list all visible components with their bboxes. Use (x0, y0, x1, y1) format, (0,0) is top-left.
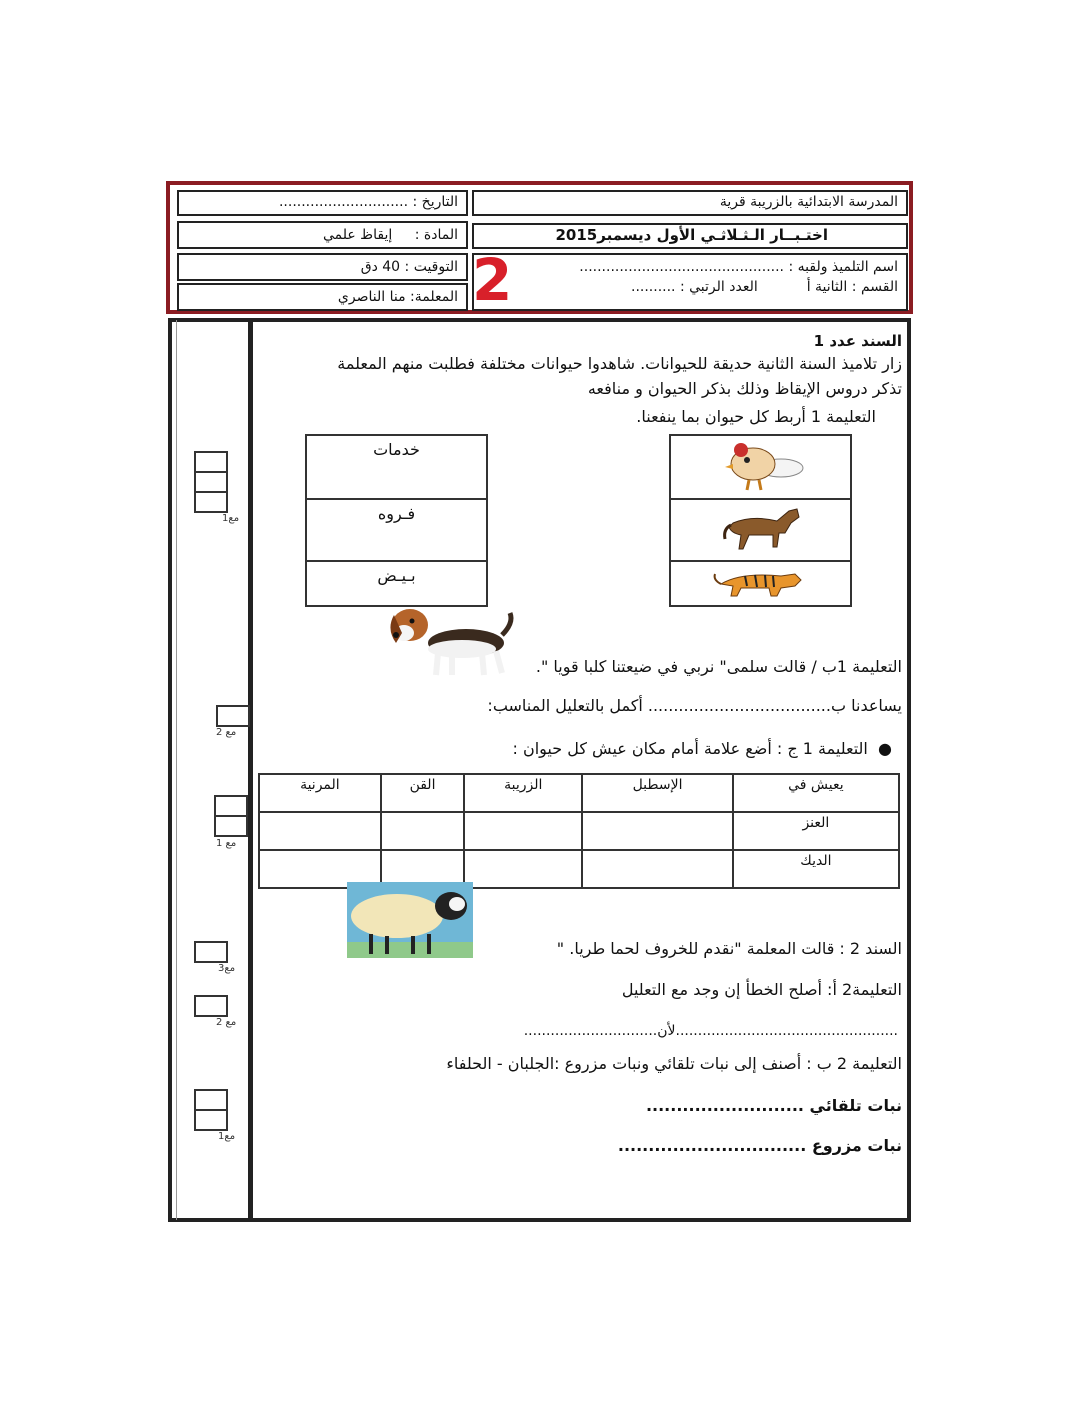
row-label-rooster: الديك (733, 850, 899, 888)
date-cell (177, 190, 468, 216)
table-header-coop: القن (381, 774, 464, 812)
table-header-other: المرنية (259, 774, 381, 812)
exam-title: اختـبــار الـثـلاثـي الأول ديسمبر2015 (472, 223, 908, 249)
bullet-icon: ● (867, 739, 892, 758)
table-header-lives-in: يعيش في (733, 774, 899, 812)
score-box[interactable] (194, 1089, 228, 1111)
teacher-label: المعلمة: (410, 289, 458, 305)
hen-icon (711, 440, 811, 496)
grown-plant-line[interactable]: نبات مزروع ............................... (617, 1136, 902, 1155)
margin-inner-line (176, 320, 177, 1220)
score-box[interactable] (194, 451, 228, 473)
section-label: القسم : (851, 279, 898, 295)
use-cell-services[interactable] (307, 436, 486, 500)
row-label-goat: العنز (733, 812, 899, 850)
exam-header (166, 181, 913, 314)
table-cell[interactable] (582, 812, 733, 850)
table-cell[interactable] (259, 812, 381, 850)
table-cell[interactable] (381, 812, 464, 850)
duration-value: 40 دق (360, 259, 401, 275)
score-box[interactable] (194, 941, 228, 963)
table-cell[interactable] (464, 812, 582, 850)
margin-divider (248, 320, 253, 1220)
sheep-icon (347, 882, 473, 958)
use-cell-eggs[interactable] (307, 562, 486, 605)
table-cell[interactable] (464, 850, 582, 888)
version-number: 2 (472, 246, 513, 314)
dog-icon (382, 603, 522, 679)
school-name: المدرسة الابتدائية بالزريبة قرية (472, 190, 908, 216)
task2a-answer-line[interactable]: ..................................................لأن.............................. (523, 1023, 898, 1039)
animal-cell-horse[interactable] (671, 500, 850, 562)
score-box[interactable] (216, 705, 250, 727)
score-label: مع 2 (216, 727, 237, 738)
wild-plant-line[interactable]: نبات تلقائي .......................... (645, 1096, 902, 1115)
subject-value: إيقاظ علمي (322, 227, 393, 243)
teacher-cell (177, 283, 468, 311)
task2a-instruction: التعليمة2 أ: أصلح الخطأ إن وجد مع التعليل (621, 980, 902, 999)
horse-icon (719, 503, 809, 559)
use-cell-fur[interactable] (307, 500, 486, 562)
score-box[interactable] (214, 815, 248, 837)
score-label: مع 2 (216, 1017, 237, 1028)
task1b-instruction: التعليمة 1ب / قالت سلمى" نربي في ضيعتنا كلبا قويا ". (535, 657, 902, 676)
doc2-title: السند 2 : قالت المعلمة "نقدم للخروف لحما طريا. " (556, 939, 902, 958)
student-info-cell (472, 246, 908, 314)
score-box[interactable] (214, 795, 248, 817)
score-box[interactable] (194, 995, 228, 1017)
teacher-value: منا الناصري (337, 289, 406, 305)
subject-label: المادة : (414, 227, 458, 243)
score-box[interactable] (194, 491, 228, 513)
score-box[interactable] (194, 1109, 228, 1131)
tiger-icon (711, 566, 811, 602)
animal-cell-hen[interactable] (671, 436, 850, 500)
use-label-services: خدمات (373, 440, 420, 459)
score-label: مع1 (218, 1131, 236, 1142)
table-header-stable: الإسطبل (582, 774, 733, 812)
task2b-instruction: التعليمة 2 ب : أصنف إلى نبات تلقائي ونبات مزروع :الجلبان - الحلفاء (446, 1054, 902, 1073)
table-cell[interactable] (582, 850, 733, 888)
use-label-fur: فـروه (377, 504, 416, 523)
use-label-eggs: بـيـض (377, 566, 416, 585)
doc1-title: السند عدد 1 (813, 332, 902, 350)
student-name-field[interactable]: .............................................. (579, 259, 785, 275)
doc1-line1: زار تلاميذ السنة الثانية حديقة للحيوانات. شاهدوا حيوانات مختلفة فطلبت منهم المعلمة (337, 354, 902, 373)
table-header-sheepfold: الزريبة (464, 774, 582, 812)
student-name-label: اسم التلميذ ولقبه : (788, 259, 898, 275)
doc1-line2: تذكر دروس الإيقاظ وذلك بذكر الحيوان و منافعه (587, 379, 902, 398)
rank-label: العدد الرتبي : (679, 279, 758, 295)
use-column (305, 434, 488, 607)
habitat-table (258, 773, 900, 889)
score-label: مع 1 (216, 838, 237, 849)
table-header-row (259, 774, 899, 812)
date-field[interactable]: ............................. (278, 194, 409, 210)
section-value: الثانية أ (806, 279, 848, 295)
date-label: التاريخ : (412, 194, 458, 210)
score-label: مع1 (222, 513, 240, 524)
task1a-instruction: التعليمة 1 أربط كل حيوان بما ينفعنا. (636, 407, 876, 426)
score-box[interactable] (194, 471, 228, 493)
task1c-instruction: ● التعليمة 1 ج : أضع علامة أمام مكان عيش كل حيوان : (512, 739, 892, 758)
subject-cell (177, 221, 468, 249)
animal-column (669, 434, 852, 607)
rank-field[interactable]: .......... (631, 279, 676, 295)
score-label: مع3 (218, 963, 236, 974)
duration-label: التوقيت : (404, 259, 458, 275)
table-row (259, 812, 899, 850)
animal-cell-tiger[interactable] (671, 562, 850, 605)
task1b-answer-line[interactable]: يساعدنا ب.................................... أكمل بالتعليل المناسب: (487, 696, 902, 715)
duration-cell (177, 253, 468, 281)
